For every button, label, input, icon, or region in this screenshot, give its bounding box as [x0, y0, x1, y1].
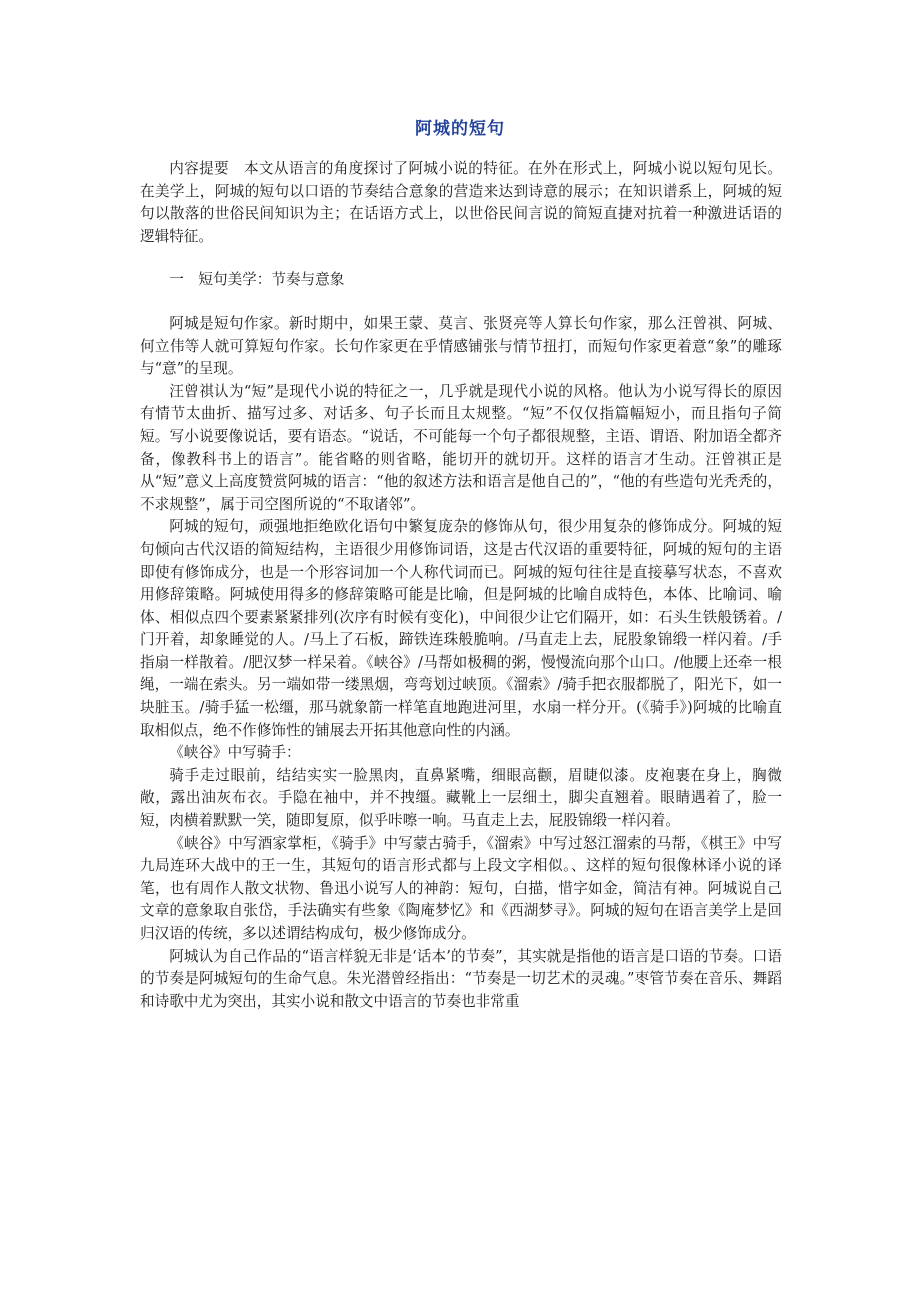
document-title: 阿城的短句: [415, 119, 505, 139]
quoted-paragraph: 骑手走过眼前，结结实实一脸黑肉，直鼻紧嘴，细眼高颧，眉睫似漆。皮袍裹在身上，胸微敞，露出油灰布衣。手隐在袖中，并不拽缰。藏靴上一层细土，脚尖直翘着。眼睛遇着了，脸一短，肉横着默默一笑，随即复原，似乎咔嚓一响。马直走上去，屁股锦缎一样闪着。: [140, 766, 782, 830]
body-paragraph: 《峡谷》中写骑手：: [169, 744, 301, 762]
document-body: [140, 158, 782, 1013]
body-paragraph: 阿城是短句作家。新时期中，如果王蒙、莫言、张贤亮等人算长句作家，那么汪曾祺、阿城、何立伟等人就可算短句作家。长句作家更在乎情感铺张与情节扭打，而短句作家更着意“象”的雕琢与“意”的呈现。: [140, 314, 782, 378]
body-paragraph: 汪曾祺认为“短”是现代小说的特征之一，几乎就是现代小说的风格。他认为小说写得长的原因有情节太曲折、描写过多、对话多、句子长而且太规整。“短”不仅仅指篇幅短小，而且指句子简短。写小说要像说话，要有语态。“说话，不可能每一个句子都很规整，主语、谓语、附加语全都齐备，像教科书上的语言”。能省略的则省略，能切开的就切开。这样的语言才生动。汪曾祺正是从“短”意义上高度赞赏阿城的语言：“他的叙述方法和语言是他自己的”，“他的有些造句光秃秃的，不求规整”，属于司空图所说的“不取诸邻”。: [140, 382, 782, 513]
body-paragraph: 阿城认为自己作品的“语言样貌无非是‘话本’的节奏”，其实就是指他的语言是口语的节奏。口语的节奏是阿城短句的生命气息。朱光潜曾经指出：“节奏是一切艺术的灵魂。”枣管节奏在音乐、舞蹈和诗歌中尤为突出，其实小说和散文中语言的节奏也非常重: [140, 947, 782, 1010]
body-paragraph: 《峡谷》中写酒家掌柜，《骑手》中写蒙古骑手，《溜索》中写过怒江溜索的马帮，《棋王》中写九局连环大战中的王一生，其短句的语言形式都与上段文字相似。、这样的短句很像林译小说的译笔，也有周作人散文状物、鲁迅小说写人的神韵：短句，白描，惜字如金，简洁有神。阿城说自己文章的意象取自张岱，手法确实有些象《陶庵梦忆》和《西湖梦寻》。阿城的短句在语言美学上是回归汉语的传统，多以述谓结构成句，极少修饰成分。: [140, 834, 782, 942]
section-heading: 一 短句美学：节奏与意象: [169, 271, 345, 289]
abstract-paragraph: 内容提要 本文从语言的角度探讨了阿城小说的特征。在外在形式上，阿城小说以短句见长。在美学上，阿城的短句以口语的节奏结合意象的营造来达到诗意的展示；在知识谱系上，阿城的短句以散落的世俗民间知识为主；在话语方式上，以世俗民间言说的简短直捷对抗着一种激进话语的逻辑特征。: [140, 160, 782, 245]
body-paragraph: 阿城的短句，顽强地拒绝欧化语句中繁复庞杂的修饰从句，很少用复杂的修饰成分。阿城的短句倾向古代汉语的简短结构，主语很少用修饰词语，这是古代汉语的重要特征，阿城的短句的主语即使有修饰成分，也是一个形容词加一个人称代词而已。阿城的短句往往是直接摹写状态，不喜欢用修辞策略。阿城使用得多的修辞策略可能是比喻，但是阿城的比喻自成特色，本体、比喻词、喻体、相似点四个要素紧紧排列(次序有时候有变化)，中间很少让它们隔开，如：石头生铁般锈着。/门开着，却象睡觉的人。/马上了石板，蹄铁连珠般脆响。/马直走上去，屁股象锦缎一样闪着。/手指扇一样散着。/肥汉梦一样呆着。《峡谷》/马帮如极稠的粥，慢慢流向那个山口。/他腰上还牵一根绳，一端在索头。另一端如带一缕黑烟，弯弯划过峡顶。《溜索》/骑手把衣服都脱了，阳光下，如一块脏玉。/骑手猛一松缰，那马就象箭一样笔直地跑进河里，水扇一样分开。(《骑手》)阿城的比喻直取相似点，绝不作修饰性的铺展去开拓其他意向性的内涵。: [140, 518, 782, 739]
